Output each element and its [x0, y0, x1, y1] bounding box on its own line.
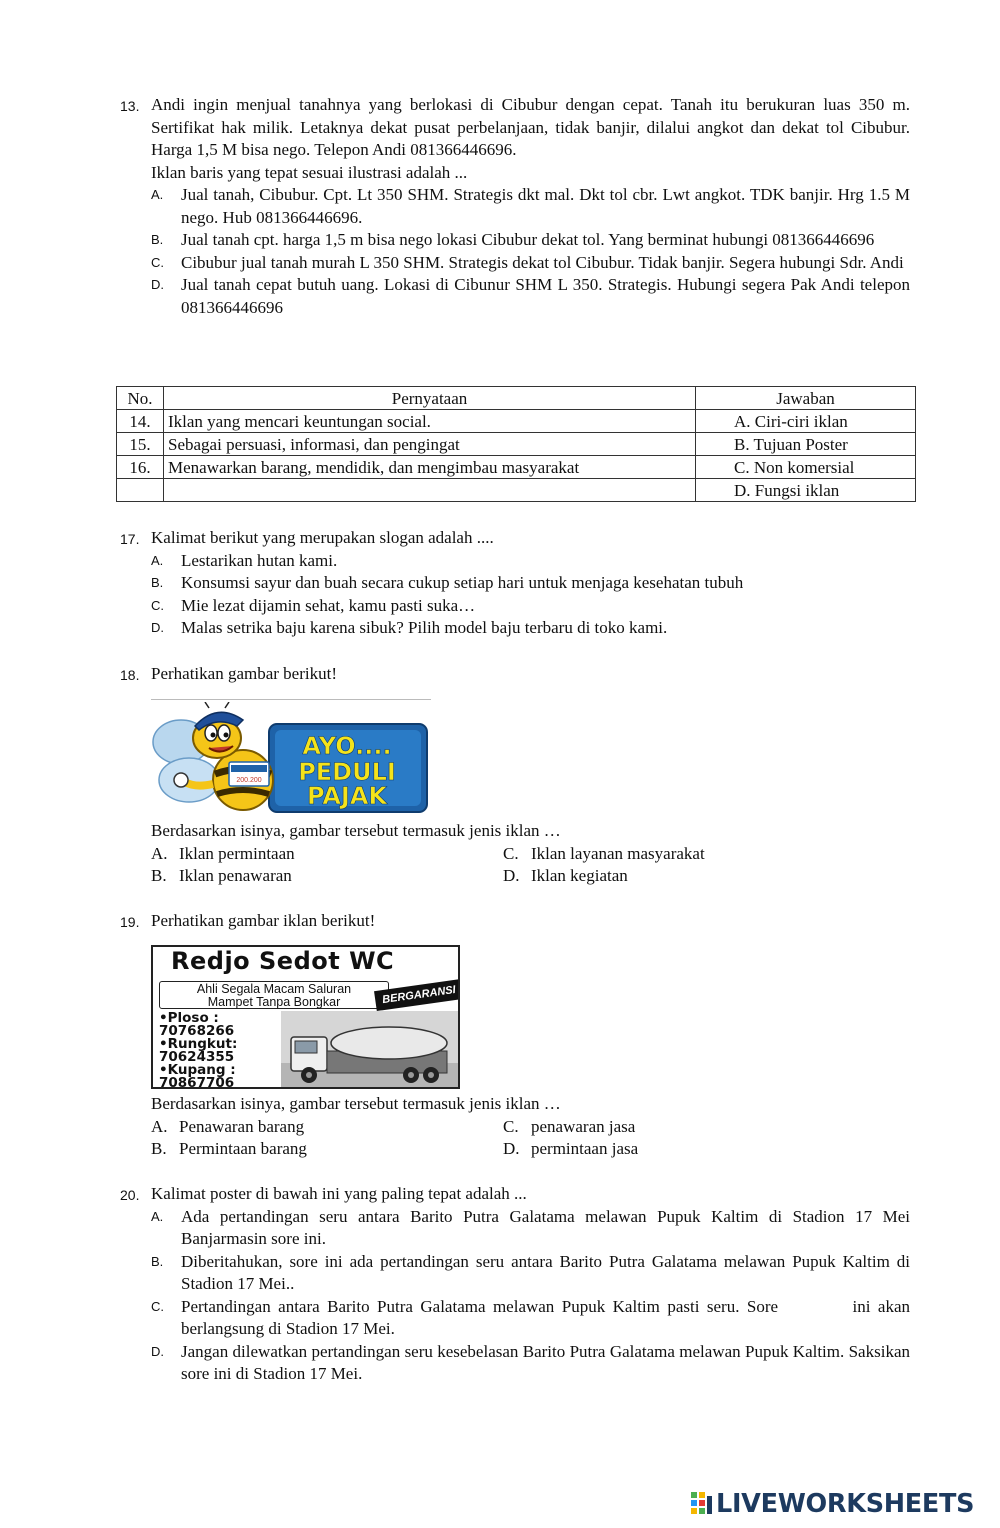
table-row: 15. Sebagai persuasi, informasi, dan pengingat B. Tujuan Poster [117, 433, 916, 456]
option-row [151, 1138, 910, 1161]
ad-phone: 70768266 [159, 1023, 235, 1039]
question-number: 18. [120, 667, 140, 683]
question-prompt: Berdasarkan isinya, gambar tersebut termasuk jenis iklan … [151, 821, 561, 840]
option-d[interactable]: D. Jangan dilewatkan pertandingan seru kesebelasan Barito Putra Galatama melawan Pupuk Kaltim. Saksikan sore ini di Stadion 17 Mei. [151, 1341, 910, 1383]
tank-truck-icon [281, 1011, 460, 1089]
question-number: 17. [120, 531, 140, 547]
question-text: Andi ingin menjual tanahnya yang berlokasi di Cibubur dengan cepat. Tanah itu berukuran luas 350 m. Sertifikat hak milik. Letaknya dekat pusat perbelanjaan, tidak banjir, dilalui angkot dan dekat tol Cibubur. Harga 1,5 M bisa nego. Telepon Andi 081366446696. [151, 95, 910, 159]
option-b[interactable]: B. Jual tanah cpt. harga 1,5 m bisa nego lokasi Cibubur dekat tol. Yang berminat hubungi 081366446696 [151, 230, 875, 249]
answer-cell[interactable]: A. Ciri-ciri iklan [696, 410, 916, 433]
option-a[interactable]: A. Jual tanah, Cibubur. Cpt. Lt 350 SHM. Strategis dkt mal. Dkt tol cbr. Lwt angkot. TDK banjir. Hrg 1.5 M nego. Hub 081366446696. [151, 185, 910, 227]
ad-phone: 70624355 [159, 1049, 235, 1065]
question-19-answers [120, 1093, 910, 1161]
option-c[interactable]: C. Mie lezat dijamin sehat, kamu pasti suka… [151, 595, 476, 615]
question-number: 20. [120, 1187, 140, 1203]
question-18 [120, 663, 910, 686]
option-b[interactable]: B. Iklan penawaran [151, 866, 292, 885]
question-19 [120, 910, 910, 933]
bee-hand [174, 773, 188, 787]
ad-line: •Kupang : [159, 1062, 236, 1078]
question-number: 19. [120, 914, 140, 930]
poster-line-2: PEDULI [298, 758, 396, 786]
logo-grid-icon [691, 1492, 713, 1516]
answer-cell[interactable]: C. Non komersial [696, 456, 916, 479]
option-d[interactable]: D. Iklan kegiatan [503, 866, 628, 885]
statement-cell[interactable]: Iklan yang mencari keuntungan social. [164, 410, 696, 433]
question-text: Kalimat berikut yang merupakan slogan adalah .... [151, 528, 494, 547]
option-a[interactable]: A. Ada pertandingan seru antara Barito Putra Galatama melawan Pupuk Kaltim di Stadion 17 Mei Banjarmasin sore ini. [151, 1206, 910, 1248]
question-text: Kalimat poster di bawah ini yang paling tepat adalah ... [151, 1184, 527, 1203]
header-answer: Jawaban [696, 387, 916, 410]
question-text: Perhatikan gambar iklan berikut! [151, 911, 376, 930]
table-row [117, 479, 916, 502]
options [151, 550, 910, 640]
statement-cell[interactable]: Menawarkan barang, mendidik, dan mengimbau masyarakat [164, 456, 696, 479]
ad-subtitle-2: Mampet Tanpa Bongkar [207, 994, 341, 1009]
option-d[interactable]: D. permintaan jasa [503, 1139, 639, 1158]
question-18-answers [120, 820, 910, 888]
question-text: Perhatikan gambar berikut! [151, 664, 337, 683]
options [151, 1206, 915, 1386]
question-prompt: Iklan baris yang tepat sesuai ilustrasi adalah ... [151, 162, 468, 182]
option-row [151, 1116, 910, 1139]
card-number: 200.200 [236, 777, 262, 784]
ad-subtitle-1: Ahli Segala Macam Saluran [196, 982, 352, 996]
statement-cell [164, 479, 696, 502]
ad-line: •Ploso : [159, 1010, 219, 1026]
logo-text: LIVEWORKSHEETS [716, 1488, 975, 1519]
divider [151, 699, 431, 700]
option-row [151, 865, 910, 888]
option-c[interactable]: C. Iklan layanan masyarakat [503, 843, 705, 863]
liveworksheets-logo[interactable] [691, 1488, 974, 1520]
poster-line-3: PAJAK [306, 782, 388, 810]
answer-cell[interactable]: D. Fungsi iklan [696, 479, 916, 502]
ad-subtitle-box [159, 981, 389, 1009]
statement-cell[interactable]: Sebagai persuasi, informasi, dan pengingat [164, 433, 696, 456]
option-d[interactable]: D. Malas setrika baju karena sibuk? Pilih model baju terbaru di toko kami. [151, 618, 668, 637]
option-c[interactable]: C. Cibubur jual tanah murah L 350 SHM. Strategis dekat tol Cibubur. Tidak banjir. Segera hubungi Sdr. Andi [151, 252, 904, 272]
option-c[interactable]: C. penawaran jasa [503, 1116, 636, 1136]
question-prompt: Berdasarkan isinya, gambar tersebut termasuk jenis iklan … [151, 1094, 561, 1113]
option-d[interactable]: D. Jual tanah cepat butuh uang. Lokasi di Cibunur SHM L 350. Strategis. Hubungi segera Pak Andi telepon 081366446696 [151, 275, 910, 317]
table-header [117, 387, 916, 410]
matching-table [116, 386, 916, 502]
ayo-peduli-pajak-image [151, 702, 431, 814]
poster-line-1: AYO.... [302, 732, 392, 760]
options [151, 184, 910, 319]
question-number: 13. [120, 98, 140, 114]
table-row: 14. Iklan yang mencari keuntungan social. A. Ciri-ciri iklan [117, 410, 916, 433]
ad-title: Redjo Sedot WC [171, 947, 395, 975]
option-c[interactable]: C. Pertandingan antara Barito Putra Galatama melawan Pupuk Kaltim pasti seru. Sore ini akan berlangsung di Stadion 17 Mei. [151, 1296, 915, 1338]
option-a[interactable]: A. Iklan permintaan [151, 843, 295, 863]
option-a[interactable]: A. Lestarikan hutan kami. [151, 550, 338, 570]
header-statement: Pernyataan [164, 387, 696, 410]
option-b[interactable]: B. Diberitahukan, sore ini ada pertandingan seru antara Barito Putra Galatama melawan Pupuk Kaltim di Stadion 17 Mei.. [151, 1251, 910, 1293]
ad-phone: 70867706 [159, 1075, 235, 1089]
header-no: No. [117, 387, 164, 410]
question-20 [120, 1183, 915, 1386]
question-17 [120, 527, 910, 640]
question-13 [120, 94, 910, 319]
answer-cell[interactable]: B. Tujuan Poster [696, 433, 916, 456]
redjo-sedot-wc-ad-image [151, 945, 460, 1089]
option-b[interactable]: B. Permintaan barang [151, 1139, 307, 1158]
option-b[interactable]: B. Konsumsi sayur dan buah secara cukup setiap hari untuk menjaga kesehatan tubuh [151, 573, 744, 592]
table-row: 16. Menawarkan barang, mendidik, dan mengimbau masyarakat C. Non komersial [117, 456, 916, 479]
ad-line: •Rungkut: [159, 1036, 238, 1052]
option-row [151, 843, 910, 866]
option-a[interactable]: A. Penawaran barang [151, 1116, 305, 1136]
guarantee-badge: BERGARANSI [374, 979, 460, 1011]
